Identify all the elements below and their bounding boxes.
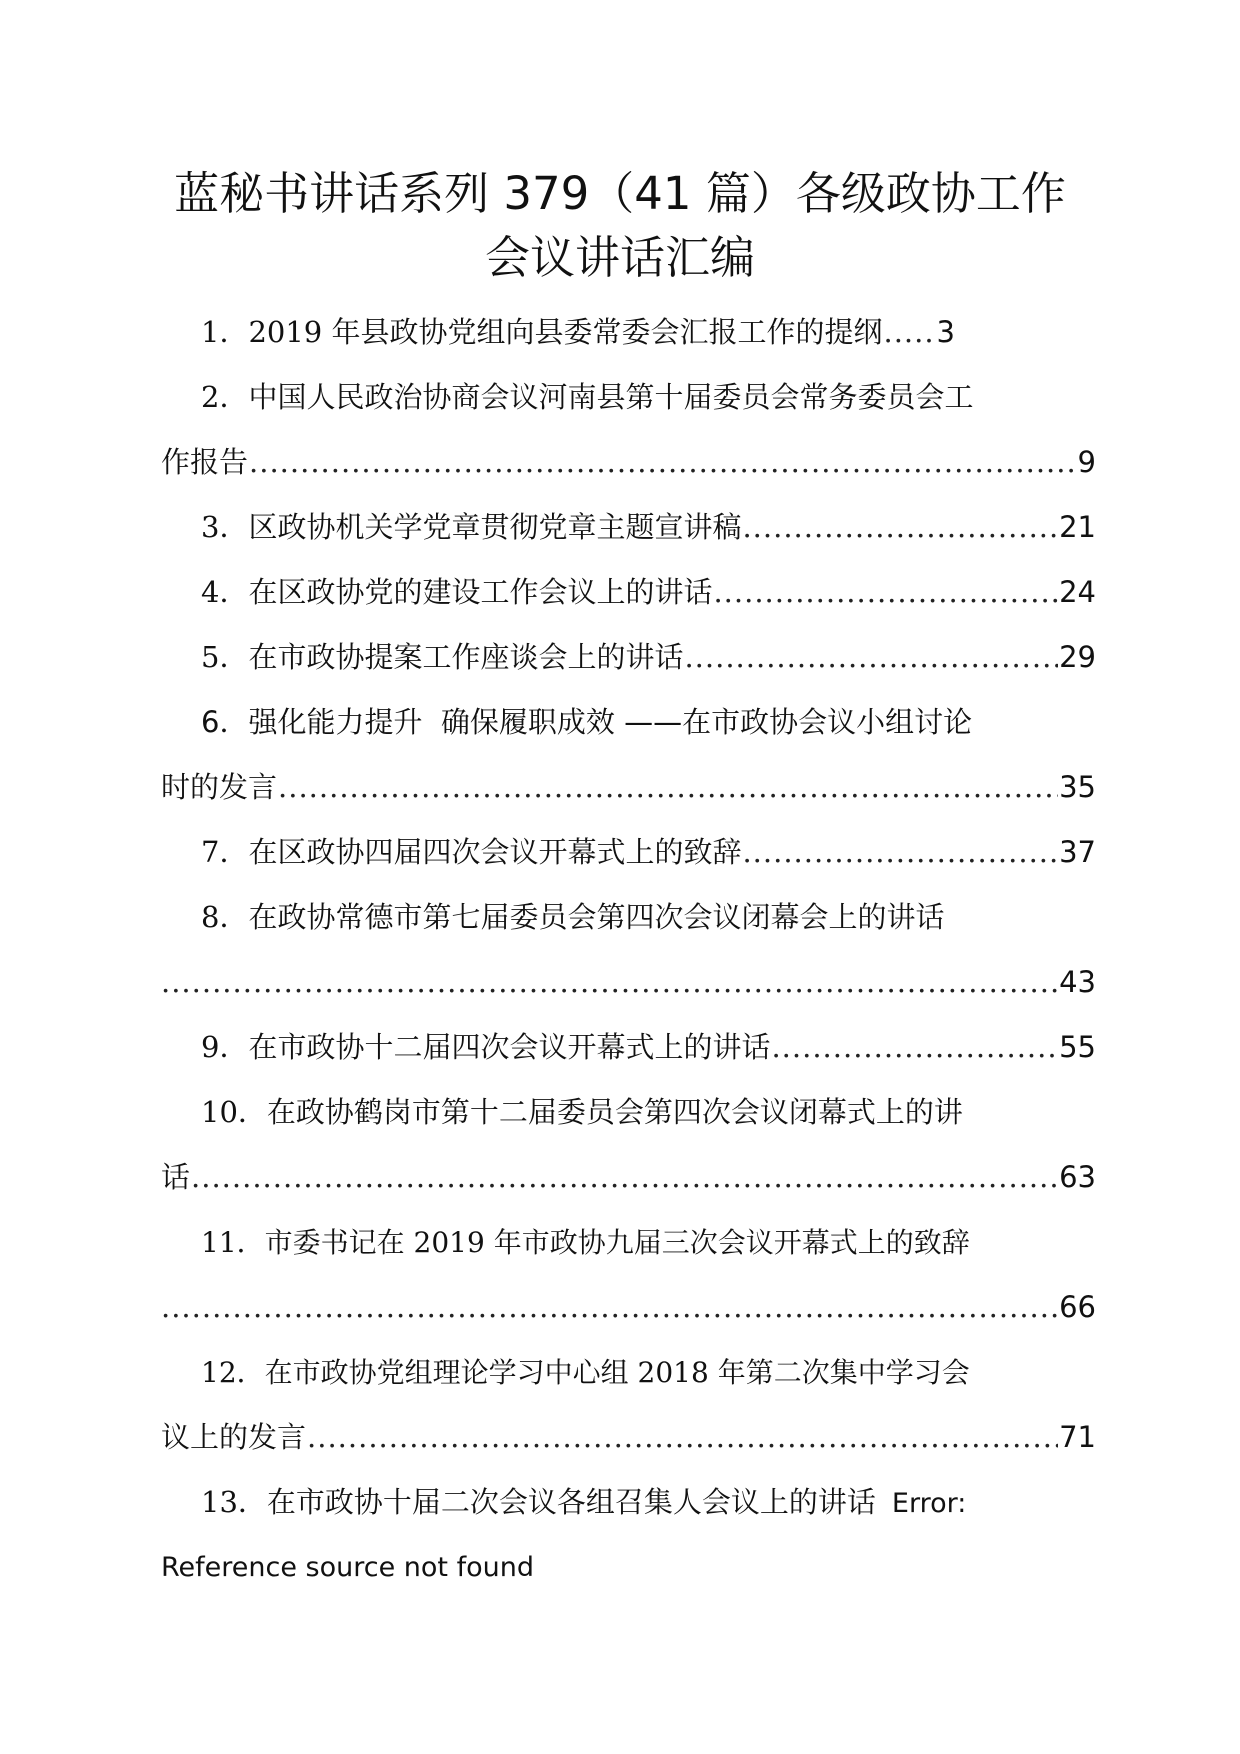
toc-entry-title: 在政协常德市第七届委员会第四次会议闭幕会上的讲话 [248, 900, 945, 934]
toc-entry-6-cont[interactable] [161, 755, 1096, 820]
toc-entry-title: 中国人民政治协商会议河南县第十届委员会常务委员会工 [248, 380, 974, 414]
toc-leader [161, 1275, 1058, 1340]
toc-entry-8-cont[interactable] [161, 950, 1096, 1015]
toc-entry-page: 21 [1059, 510, 1096, 544]
toc-entry-13-cont [161, 1535, 1096, 1600]
title-line-2: 会议讲话汇编 [484, 231, 755, 284]
toc-entry-13[interactable] [161, 1470, 1096, 1535]
toc-entry-number: 11． [201, 1226, 265, 1259]
toc-entry-title: 区政协机关学党章贯彻党章主题宣讲稿 [248, 510, 742, 544]
toc-entry-10-cont[interactable] [161, 1145, 1096, 1210]
toc-entry-page: 37 [1059, 835, 1096, 869]
toc-entry-page: 9 [1077, 445, 1096, 479]
toc-entry-number: 10． [201, 1095, 267, 1129]
toc-entry-title: 在市政协十二届四次会议开幕式上的讲话 [248, 1030, 771, 1064]
toc-leader [742, 495, 1058, 560]
toc-entry-title: 强化能力提升 确保履职成效 ——在市政协会议小组讨论 [248, 705, 973, 739]
toc-entry-number: 2． [201, 380, 249, 414]
toc-entry-6[interactable] [161, 690, 1096, 755]
toc-entry-number: 6． [201, 705, 249, 739]
toc-entry-title: 在区政协党的建设工作会议上的讲话 [248, 575, 713, 609]
toc-leader [742, 820, 1058, 885]
toc-entry-title: 在政协鹤岗市第十二届委员会第四次会议闭幕式上的讲 [266, 1095, 963, 1129]
toc-entry-number: 3． [201, 510, 249, 544]
toc-entry-page: 71 [1059, 1420, 1096, 1454]
toc-entry-title: 在市政协党组理论学习中心组 2018 年第二次集中学习会 [264, 1356, 970, 1389]
toc-entry-7[interactable] [161, 820, 1096, 885]
toc-entry-title-cont: 议上的发言 [161, 1420, 307, 1454]
toc-entry-2-cont[interactable] [161, 430, 1096, 495]
toc-entry-9[interactable] [161, 1015, 1096, 1080]
toc-leader [684, 625, 1058, 690]
toc-leader [191, 1145, 1058, 1210]
title-line-1: 蓝秘书讲话系列 379（41 篇）各级政协工作 [174, 167, 1066, 220]
toc-entry-page: 3 [936, 315, 955, 349]
toc-entry-title: 市委书记在 2019 年市政协九届三次会议开幕式上的致辞 [264, 1226, 970, 1259]
toc-entry-4[interactable] [161, 560, 1096, 625]
document-title [150, 162, 1090, 290]
toc-leader [307, 1405, 1058, 1470]
toc-leader [771, 1015, 1058, 1080]
reference-error-text: Error: [891, 1488, 967, 1519]
toc-entry-page: 29 [1059, 640, 1096, 674]
toc-entry-number: 9． [201, 1030, 249, 1064]
toc-entry-12[interactable] [161, 1340, 1096, 1405]
toc-entry-8[interactable] [161, 885, 1096, 950]
toc-entry-title-cont: 作报告 [161, 445, 249, 479]
toc-entry-3[interactable] [161, 495, 1096, 560]
toc-entry-page: 66 [1059, 1290, 1096, 1324]
toc-entry-10[interactable] [161, 1080, 1096, 1145]
toc-entry-11[interactable] [161, 1210, 1096, 1275]
toc-entry-title: 在市政协提案工作座谈会上的讲话 [248, 640, 684, 674]
toc-leader [883, 300, 935, 365]
toc-entry-number: 5． [201, 640, 249, 674]
toc-entry-number: 13． [201, 1485, 267, 1519]
toc-entry-number: 12． [201, 1356, 265, 1389]
toc-entry-page: 35 [1059, 770, 1096, 804]
toc-entry-page: 63 [1059, 1160, 1096, 1194]
toc-entry-page: 55 [1059, 1030, 1096, 1064]
toc-entry-page: 24 [1059, 575, 1096, 609]
toc-leader [713, 560, 1058, 625]
toc-leader [278, 755, 1058, 820]
toc-entry-title: 2019 年县政协党组向县委常委会汇报工作的提纲 [248, 315, 883, 349]
table-of-contents [161, 300, 1096, 1600]
toc-entry-title-cont: 话 [161, 1160, 191, 1194]
toc-entry-title: 在市政协十届二次会议各组召集人会议上的讲话 [266, 1485, 876, 1519]
toc-entry-2[interactable] [161, 365, 1096, 430]
toc-entry-number: 7． [201, 835, 249, 869]
toc-entry-5[interactable] [161, 625, 1096, 690]
toc-entry-1[interactable] [161, 300, 1096, 365]
toc-leader [161, 950, 1058, 1015]
toc-entry-12-cont[interactable] [161, 1405, 1096, 1470]
toc-entry-number: 8． [201, 900, 249, 934]
toc-entry-title-cont: 时的发言 [161, 770, 278, 804]
toc-entry-number: 4． [201, 575, 249, 609]
toc-entry-number: 1． [201, 315, 249, 349]
reference-error-text: Reference source not found [161, 1552, 534, 1583]
toc-leader [249, 430, 1077, 495]
toc-entry-title: 在区政协四届四次会议开幕式上的致辞 [248, 835, 742, 869]
toc-entry-page: 43 [1059, 965, 1096, 999]
toc-entry-11-cont[interactable] [161, 1275, 1096, 1340]
